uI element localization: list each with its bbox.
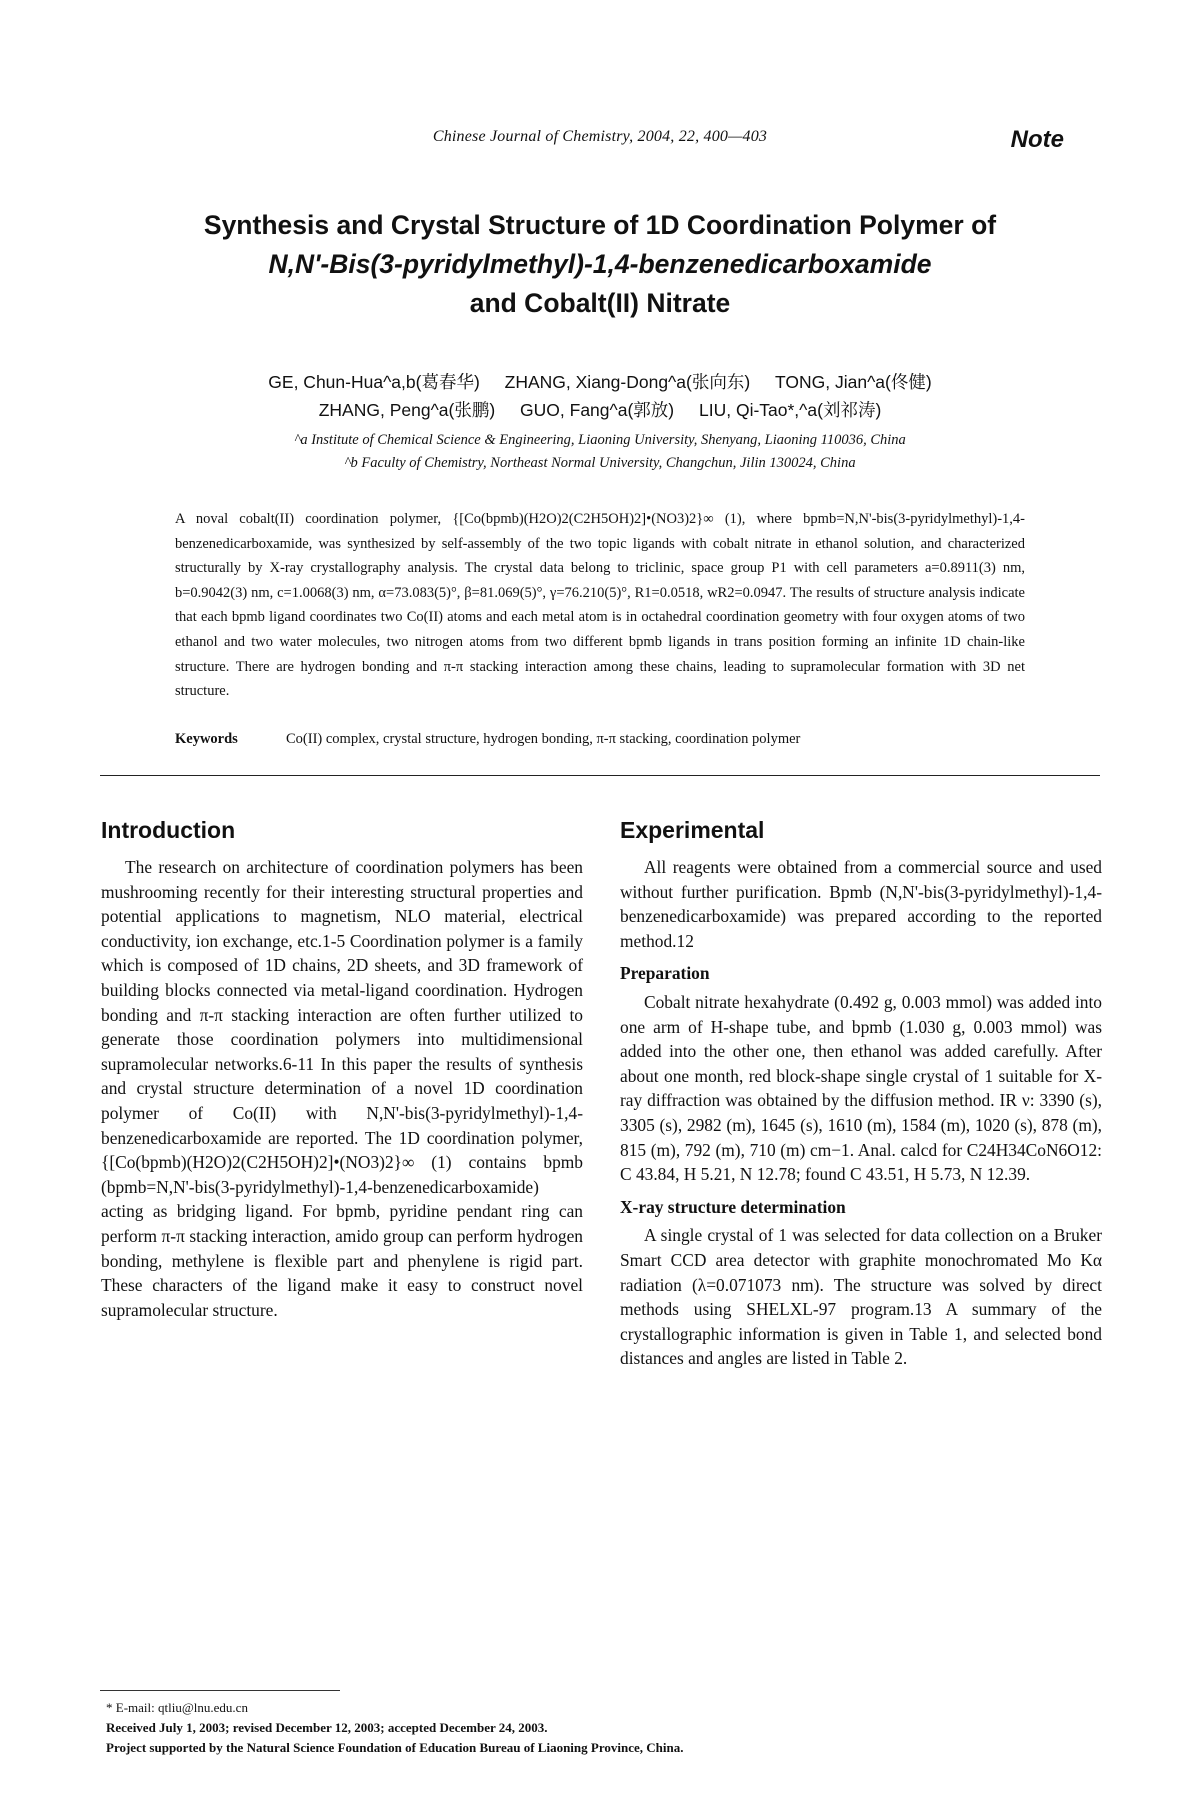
author-row-1: [100, 368, 1100, 396]
journal-citation: Chinese Journal of Chemistry, 2004, 22, 400—403: [432, 128, 768, 145]
keywords-line: [175, 731, 1025, 748]
author-list: [100, 368, 1100, 424]
author-row-2: [100, 396, 1100, 424]
title-line-3: and Cobalt(II) Nitrate: [469, 288, 731, 318]
title-line-2: N,N'-Bis(3-pyridylmethyl)-1,4-benzenedicarboxamide: [268, 249, 932, 279]
footnote-divider: [100, 1690, 340, 1691]
experimental-intro: All reagents were obtained from a commercial source and used without further purification. Bpmb (N,N'-bis(3-pyridylmethyl)-1,4-benzenedicarboxamide) was prepared according to the reported method.12: [620, 857, 1102, 951]
affiliation-a: ^a Institute of Chemical Science & Engineering, Liaoning University, Shenyang, Liaoning 110036, China: [294, 432, 906, 448]
title-line-1: Synthesis and Crystal Structure of 1D Coordination Polymer of: [203, 210, 997, 240]
xray-heading: X-ray structure determination: [620, 1196, 846, 1217]
keywords-label: Keywords: [175, 731, 238, 747]
article-title: [100, 206, 1100, 323]
footnotes: [106, 1698, 1006, 1758]
author-name: GE, Chun-Hua^a,b(葛春华): [268, 372, 480, 392]
author-name: ZHANG, Xiang-Dong^a(张向东): [504, 372, 751, 392]
affiliation-b: ^b Faculty of Chemistry, Northeast Normal University, Changchun, Jilin 130024, China: [344, 455, 856, 471]
author-name: TONG, Jian^a(佟健): [775, 372, 932, 392]
abstract: A noval cobalt(II) coordination polymer, {[Co(bpmb)(H2O)2(C2H5OH)2]•(NO3)2}∞ (1), where bpmb=N,N'-bis(3-pyridylmethyl)-1,4-benzenedicarboxamide, was synthesized by self-assembly of the two topic ligands with cobalt nitrate in ethanol solution, and characterized structurally by X-ray crystallography analysis. The crystal data belong to triclinic, space group P1 with cell parameters a=0.8911(3) nm, b=0.9042(3) nm, c=1.0068(3) nm, α=73.083(5)°, β=81.069(5)°, γ=76.210(5)°, R1=0.0518, wR2=0.0947. The results of structure analysis indicate that each bpmb ligand coordinates two Co(II) atoms and each metal atom is in octahedral coordination geometry with four oxygen atoms of two ethanol and two water molecules, two nitrogen atoms from two different bpmb ligands in trans position forming an infinite 1D chain-like structure. There are hydrogen bonding and π-π stacking interaction among these chains, leading to supramolecular formation with 3D net structure.: [175, 511, 1025, 700]
keywords-text: Co(II) complex, crystal structure, hydrogen bonding, π-π stacking, coordination polymer: [286, 731, 801, 747]
section-divider: [100, 775, 1100, 776]
footnote-project: Project supported by the Natural Science Foundation of Education Bureau of Liaoning Province, China.: [106, 1740, 684, 1755]
affiliations: [100, 429, 1100, 475]
experimental-column: [620, 815, 1102, 1371]
note-label: Note: [1010, 126, 1064, 153]
xray-paragraph: A single crystal of 1 was selected for data collection on a Bruker Smart CCD area detector with graphite monochromated Mo Kα radiation (λ=0.071073 nm). The structure was solved by direct methods using SHELXL-97 program.13 A summary of the crystallographic information is given in Table 1, and selected bond distances and angles are listed in Table 2.: [620, 1225, 1102, 1369]
footnote-received: Received July 1, 2003; revised December 12, 2003; accepted December 24, 2003.: [106, 1720, 548, 1735]
author-name: LIU, Qi-Tao*,^a(刘祁涛): [699, 400, 882, 420]
footnote-email: * E-mail: qtliu@lnu.edu.cn: [106, 1700, 248, 1715]
introduction-column: [101, 815, 583, 1322]
author-name: GUO, Fang^a(郭放): [520, 400, 675, 420]
introduction-heading: Introduction: [101, 817, 236, 843]
preparation-paragraph: Cobalt nitrate hexahydrate (0.492 g, 0.003 mmol) was added into one arm of H-shape tube, and bpmb (1.030 g, 0.003 mmol) was added into the other one, then ethanol was added carefully. After about one month, red block-shape single crystal of 1 suitable for X-ray diffraction was obtained by the diffusion method. IR ν: 3390 (s), 3305 (s), 2982 (m), 1645 (s), 1610 (m), 1584 (m), 1020 (s), 878 (m), 815 (m), 792 (m), 710 (m) cm−1. Anal. calcd for C24H34CoN6O12: C 43.84, H 5.21, N 12.78; found C 43.51, H 5.73, N 12.39.: [620, 991, 1102, 1185]
experimental-heading: Experimental: [620, 817, 765, 843]
author-name: ZHANG, Peng^a(张鹏): [318, 400, 496, 420]
introduction-paragraph: The research on architecture of coordination polymers has been mushrooming recently for their interesting structural properties and potential applications to magnetism, NLO material, electrical conductivity, ion exchange, etc.1-5 Coordination polymer is a family which is composed of 1D chains, 2D sheets, and 3D framework of building blocks connected via metal-ligand coordination. Hydrogen bonding and π-π stacking interaction are often further utilized to generate those coordination polymers into multidimensional supramolecular networks.6-11 In this paper the results of synthesis and crystal structure determination of a novel 1D coordination polymer of Co(II) with N,N'-bis(3-pyridylmethyl)-1,4-benzenedicarboxamide are reported. The 1D coordination polymer, {[Co(bpmb)(H2O)2(C2H5OH)2]•(NO3)2}∞ (1) contains bpmb (bpmb=N,N'-bis(3-pyridylmethyl)-1,4-benzenedicarboxamide) acting as bridging ligand. For bpmb, pyridine pendant ring can perform π-π stacking interaction, amido group can perform hydrogen bonding, methylene is flexible part and phenylene is rigid part. These characters of the ligand make it easy to construct novel supramolecular structure.: [101, 857, 583, 1320]
preparation-heading: Preparation: [620, 963, 710, 984]
